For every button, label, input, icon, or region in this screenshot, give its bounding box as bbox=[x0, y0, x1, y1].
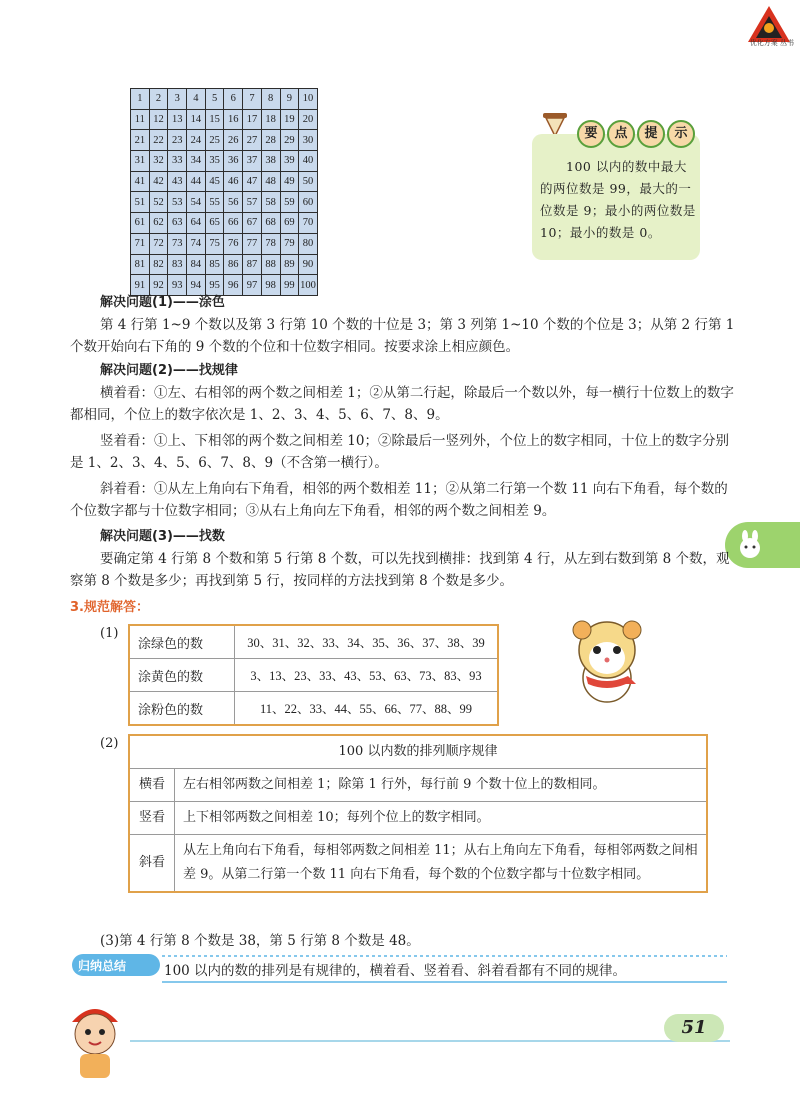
grid-cell: 81 bbox=[131, 254, 150, 275]
grid-cell: 2 bbox=[149, 89, 168, 110]
grid-cell: 98 bbox=[261, 275, 280, 296]
grid-cell: 74 bbox=[187, 233, 206, 254]
grid-cell: 45 bbox=[205, 171, 224, 192]
grid-cell: 8 bbox=[261, 89, 280, 110]
row-value: 30、31、32、33、34、35、36、37、38、39 bbox=[235, 625, 499, 659]
problem1-heading: 解决问题(1)——涂色 bbox=[100, 295, 225, 310]
tip-title-char: 点 bbox=[607, 120, 635, 148]
grid-cell: 24 bbox=[187, 130, 206, 151]
problem2-vertical: 竖着看：①上、下相邻的两个数之间相差 10；②除最后一竖列外，个位上的数字相同，十位上的数字分别是 1、2、3、4、5、6、7、8、9（不含第一横行）。 bbox=[70, 433, 729, 471]
grid-cell: 33 bbox=[168, 151, 187, 172]
table-row bbox=[129, 735, 707, 769]
row-key: 竖看 bbox=[129, 802, 175, 835]
grid-cell: 50 bbox=[299, 171, 318, 192]
boy-mascot-icon bbox=[62, 1000, 128, 1084]
grid-cell: 100 bbox=[299, 275, 318, 296]
footer-line bbox=[130, 1040, 730, 1042]
grid-cell: 4 bbox=[187, 89, 206, 110]
grid-cell: 23 bbox=[168, 130, 187, 151]
grid-cell: 61 bbox=[131, 213, 150, 234]
grid-cell: 10 bbox=[299, 89, 318, 110]
grid-row bbox=[131, 254, 318, 275]
grid-cell: 6 bbox=[224, 89, 243, 110]
grid-cell: 96 bbox=[224, 275, 243, 296]
grid-row bbox=[131, 109, 318, 130]
grid-cell: 44 bbox=[187, 171, 206, 192]
hundred-grid bbox=[130, 88, 318, 296]
tip-title-char: 要 bbox=[577, 120, 605, 148]
summary-label: 归纳总结 bbox=[78, 959, 127, 973]
grid-cell: 66 bbox=[224, 213, 243, 234]
grid-cell: 42 bbox=[149, 171, 168, 192]
table-row bbox=[129, 835, 707, 893]
grid-row bbox=[131, 213, 318, 234]
grid-cell: 31 bbox=[131, 151, 150, 172]
table-row bbox=[129, 769, 707, 802]
grid-cell: 25 bbox=[205, 130, 224, 151]
tip-body: 100 以内的数中最大的两位数是 99，最大的一位数是 9；最小的两位数是 10；最小的数是 0。 bbox=[540, 159, 696, 240]
grid-row bbox=[131, 233, 318, 254]
grid-cell: 39 bbox=[280, 151, 299, 172]
grid-cell: 15 bbox=[205, 109, 224, 130]
grid-row bbox=[131, 89, 318, 110]
problem2-horizontal: 横着看：①左、右相邻的两个数之间相差 1；②从第二行起，除最后一个数以外，每一横行十位数上的数字都相同，个位上的数字依次是 1、2、3、4、5、6、7、8、9。 bbox=[70, 385, 734, 423]
problem1-text: 第 4 行第 1~9 个数以及第 3 行第 10 个数的十位是 3；第 3 列第 1~10 个数的个位是 3；从第 2 行第 1 个数开始向右下角的 9 个数的个位和十位数字相同。按要求涂上相应颜色。 bbox=[70, 317, 735, 355]
grid-cell: 30 bbox=[299, 130, 318, 151]
grid-cell: 58 bbox=[261, 192, 280, 213]
grid-cell: 79 bbox=[280, 233, 299, 254]
grid-cell: 77 bbox=[243, 233, 262, 254]
grid-cell: 12 bbox=[149, 109, 168, 130]
grid-cell: 21 bbox=[131, 130, 150, 151]
answer-table-2 bbox=[128, 734, 708, 893]
grid-cell: 49 bbox=[280, 171, 299, 192]
grid-cell: 84 bbox=[187, 254, 206, 275]
grid-cell: 75 bbox=[205, 233, 224, 254]
grid-cell: 55 bbox=[205, 192, 224, 213]
grid-cell: 3 bbox=[168, 89, 187, 110]
table-row bbox=[129, 802, 707, 835]
grid-cell: 16 bbox=[224, 109, 243, 130]
problem2-diagonal: 斜着看：①从左上角向右下角看，相邻的两个数相差 11；②从第二行第一个数 11 向右下角看，每个数的个位数字都与十位数字相同；③从右上角向左下角看，相邻的两个数之间相差 9。 bbox=[70, 481, 728, 519]
grid-cell: 56 bbox=[224, 192, 243, 213]
answer-part-3: (3)第 4 行第 8 个数是 38，第 5 行第 8 个数是 48。 bbox=[100, 933, 420, 949]
grid-cell: 29 bbox=[280, 130, 299, 151]
row-label: 涂黄色的数 bbox=[129, 659, 235, 692]
grid-cell: 9 bbox=[280, 89, 299, 110]
tip-title bbox=[577, 120, 697, 148]
answer-table-1 bbox=[128, 624, 499, 726]
grid-cell: 91 bbox=[131, 275, 150, 296]
grid-cell: 89 bbox=[280, 254, 299, 275]
problem2-heading: 解决问题(2)——找规律 bbox=[100, 363, 238, 378]
grid-cell: 14 bbox=[187, 109, 206, 130]
row-key: 横看 bbox=[129, 769, 175, 802]
row-value: 3、13、23、33、43、53、63、73、83、93 bbox=[235, 659, 499, 692]
grid-cell: 99 bbox=[280, 275, 299, 296]
grid-cell: 1 bbox=[131, 89, 150, 110]
grid-cell: 52 bbox=[149, 192, 168, 213]
grid-cell: 70 bbox=[299, 213, 318, 234]
grid-cell: 80 bbox=[299, 233, 318, 254]
grid-cell: 94 bbox=[187, 275, 206, 296]
grid-cell: 17 bbox=[243, 109, 262, 130]
grid-cell: 73 bbox=[168, 233, 187, 254]
grid-cell: 86 bbox=[224, 254, 243, 275]
grid-cell: 82 bbox=[149, 254, 168, 275]
grid-cell: 26 bbox=[224, 130, 243, 151]
row-key: 斜看 bbox=[129, 835, 175, 893]
grid-cell: 51 bbox=[131, 192, 150, 213]
row-value: 左右相邻两数之间相差 1；除第 1 行外，每行前 9 个数十位上的数相同。 bbox=[175, 769, 708, 802]
grid-cell: 11 bbox=[131, 109, 150, 130]
grid-cell: 88 bbox=[261, 254, 280, 275]
grid-cell: 43 bbox=[168, 171, 187, 192]
grid-row bbox=[131, 192, 318, 213]
grid-cell: 46 bbox=[224, 171, 243, 192]
grid-row bbox=[131, 151, 318, 172]
tip-title-char: 提 bbox=[637, 120, 665, 148]
grid-cell: 7 bbox=[243, 89, 262, 110]
grid-cell: 27 bbox=[243, 130, 262, 151]
row-label: 涂绿色的数 bbox=[129, 625, 235, 659]
problem3-heading: 解决问题(3)——找数 bbox=[100, 529, 225, 544]
grid-cell: 5 bbox=[205, 89, 224, 110]
grid-cell: 71 bbox=[131, 233, 150, 254]
grid-cell: 63 bbox=[168, 213, 187, 234]
grid-row bbox=[131, 171, 318, 192]
problem3-text: 要确定第 4 行第 8 个数和第 5 行第 8 个数，可以先找到横排：找到第 4 行，从左到右数到第 8 个数，观察第 8 个数是多少；再找到第 5 行，按同样的方法找到第 8 个数是多少。 bbox=[70, 551, 730, 589]
grid-cell: 97 bbox=[243, 275, 262, 296]
grid-cell: 41 bbox=[131, 171, 150, 192]
grid-cell: 59 bbox=[280, 192, 299, 213]
table-row bbox=[129, 659, 498, 692]
row-value: 上下相邻两数之间相差 10；每列个位上的数字相同。 bbox=[175, 802, 708, 835]
grid-cell: 13 bbox=[168, 109, 187, 130]
grid-cell: 18 bbox=[261, 109, 280, 130]
grid-cell: 87 bbox=[243, 254, 262, 275]
grid-cell: 68 bbox=[261, 213, 280, 234]
answers-heading: 3.规范解答： bbox=[70, 600, 149, 615]
table-row bbox=[129, 625, 498, 659]
answer-mark-2: (2) bbox=[100, 736, 119, 751]
grid-cell: 47 bbox=[243, 171, 262, 192]
grid-cell: 95 bbox=[205, 275, 224, 296]
page-number: 51 bbox=[664, 1014, 724, 1042]
grid-cell: 38 bbox=[261, 151, 280, 172]
grid-cell: 76 bbox=[224, 233, 243, 254]
answer-mark-1: (1) bbox=[100, 626, 119, 641]
grid-cell: 54 bbox=[187, 192, 206, 213]
grid-cell: 37 bbox=[243, 151, 262, 172]
grid-cell: 48 bbox=[261, 171, 280, 192]
grid-cell: 93 bbox=[168, 275, 187, 296]
grid-cell: 78 bbox=[261, 233, 280, 254]
row-value: 从左上角向右下角看，每相邻两数之间相差 11；从右上角向左下角看，每相邻两数之间相差 9。从第二行第一个数 11 向右下角看，每个数的个位数字都与十位数字相同。 bbox=[175, 835, 708, 893]
grid-cell: 40 bbox=[299, 151, 318, 172]
logo-text: 优化方案 丛书 bbox=[749, 39, 794, 47]
grid-cell: 32 bbox=[149, 151, 168, 172]
grid-cell: 60 bbox=[299, 192, 318, 213]
grid-cell: 83 bbox=[168, 254, 187, 275]
grid-cell: 64 bbox=[187, 213, 206, 234]
table-row bbox=[129, 692, 498, 726]
table-title: 100 以内数的排列顺序规律 bbox=[129, 735, 707, 769]
tip-title-char: 示 bbox=[667, 120, 695, 148]
row-value: 11、22、33、44、55、66、77、88、99 bbox=[235, 692, 499, 726]
grid-cell: 36 bbox=[224, 151, 243, 172]
grid-cell: 57 bbox=[243, 192, 262, 213]
grid-row bbox=[131, 130, 318, 151]
grid-cell: 35 bbox=[205, 151, 224, 172]
grid-cell: 69 bbox=[280, 213, 299, 234]
grid-cell: 90 bbox=[299, 254, 318, 275]
grid-cell: 72 bbox=[149, 233, 168, 254]
grid-cell: 62 bbox=[149, 213, 168, 234]
grid-cell: 65 bbox=[205, 213, 224, 234]
hamster-icon bbox=[566, 614, 648, 706]
grid-cell: 22 bbox=[149, 130, 168, 151]
grid-cell: 67 bbox=[243, 213, 262, 234]
summary-text: 100 以内的数的排列是有规律的，横着看、竖着看、斜着看都有不同的规律。 bbox=[164, 963, 627, 979]
row-label: 涂粉色的数 bbox=[129, 692, 235, 726]
grid-cell: 20 bbox=[299, 109, 318, 130]
grid-cell: 53 bbox=[168, 192, 187, 213]
grid-cell: 19 bbox=[280, 109, 299, 130]
grid-cell: 34 bbox=[187, 151, 206, 172]
grid-cell: 28 bbox=[261, 130, 280, 151]
grid-cell: 92 bbox=[149, 275, 168, 296]
grid-cell: 85 bbox=[205, 254, 224, 275]
